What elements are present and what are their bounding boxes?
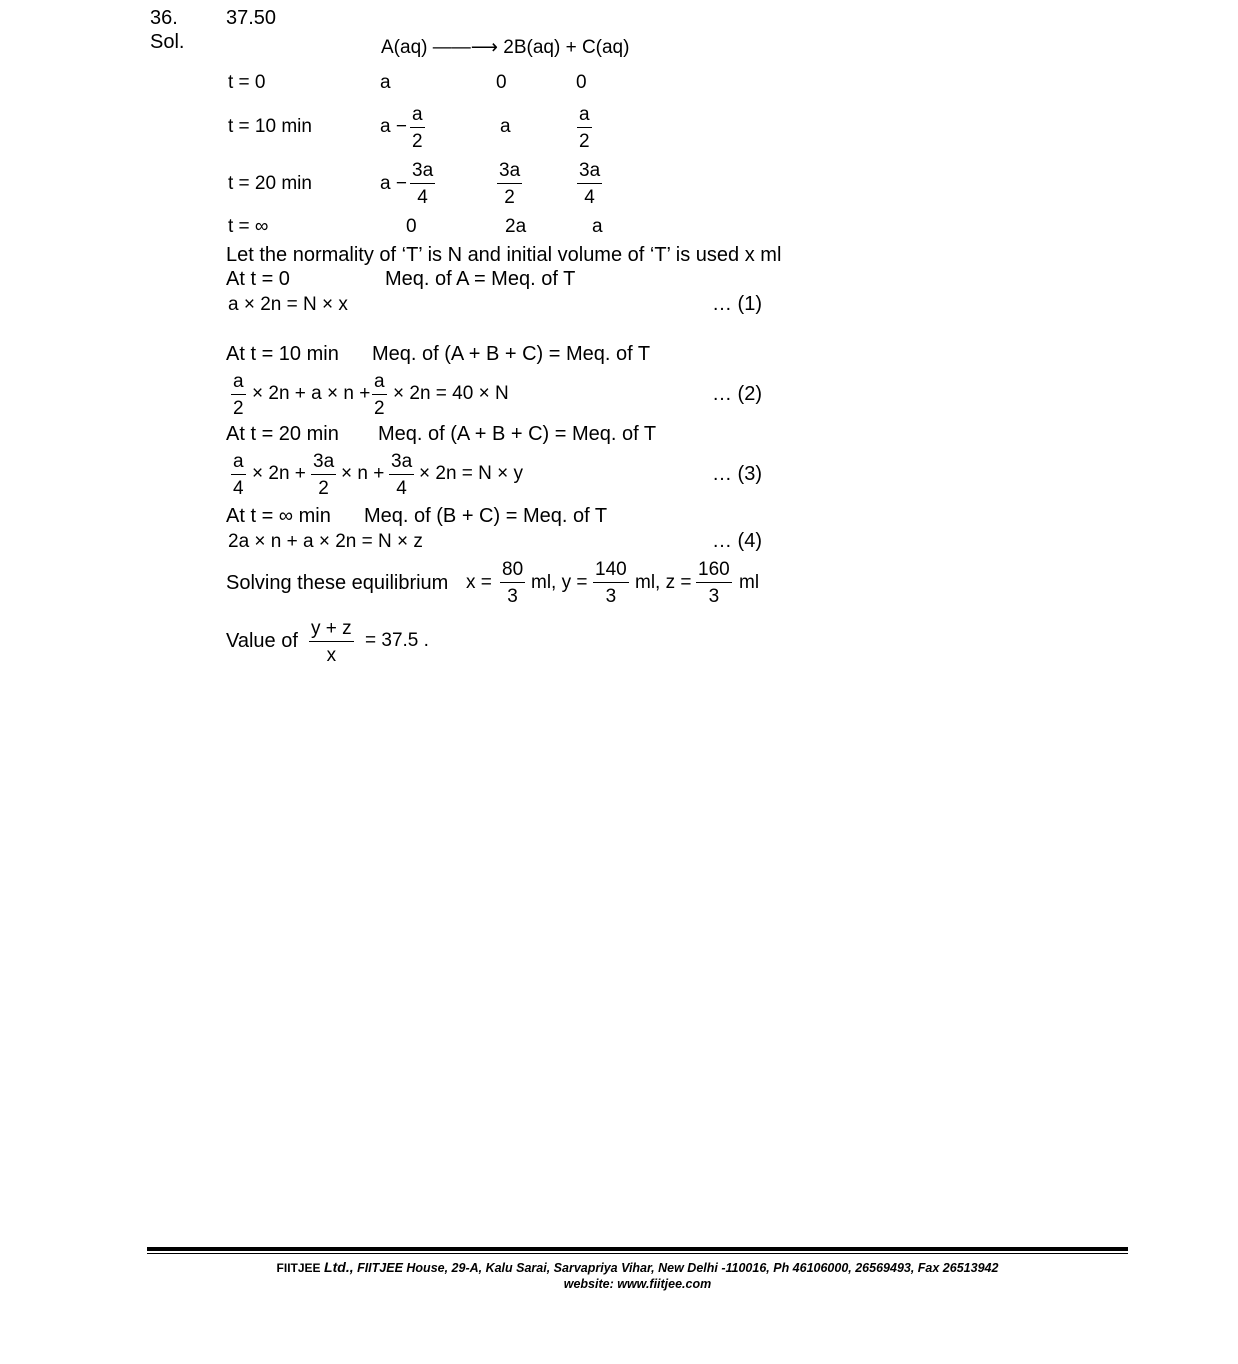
solution-x-numerator: 80: [500, 560, 525, 583]
row1-a-numerator: a: [410, 105, 425, 128]
footer-ltd: Ltd.,: [324, 1259, 354, 1275]
normality-statement: Let the normality of ‘T’ is N and initial volume of ‘T’ is used x ml: [226, 244, 782, 266]
solution-unit: ml: [739, 572, 760, 593]
eq3-fraction-3: [389, 452, 414, 498]
row2-c-denominator: 4: [584, 187, 595, 208]
footer-website: website: www.fiitjee.com: [563, 1276, 712, 1291]
eq2-end: × 2n = 40 × N: [393, 383, 509, 404]
at-t0-label: At t = 0: [226, 268, 290, 290]
solving-text: Solving these equilibrium: [226, 572, 449, 594]
row2-c-numerator: 3a: [577, 161, 602, 184]
equation-1: a × 2n = N × x: [228, 294, 348, 315]
footer-rule-thick: [147, 1247, 1128, 1251]
equation-2-tag: … (2): [712, 383, 762, 405]
solution-y-numerator: 140: [593, 560, 629, 583]
value-denominator: x: [326, 645, 337, 666]
value-fraction: [309, 619, 354, 665]
row2-a-numerator: 3a: [410, 161, 435, 184]
footer: [147, 1259, 1128, 1292]
eq3-f2-numerator: 3a: [311, 452, 336, 475]
row1-a-fraction: [410, 105, 425, 151]
solution-z-fraction: [696, 560, 732, 606]
row0-time: t = 0: [228, 72, 266, 93]
equation-4: 2a × n + a × 2n = N × z: [228, 531, 423, 552]
row2-b-fraction: [497, 161, 522, 207]
row2-c-fraction: [577, 161, 602, 207]
footer-address-line: [147, 1259, 1128, 1277]
solution-z-denominator: 3: [708, 586, 720, 607]
eq3-f3-numerator: 3a: [389, 452, 414, 475]
row1-c-fraction: [577, 105, 592, 151]
row2-a-denominator: 4: [417, 187, 428, 208]
eq3-term-1: × 2n +: [252, 463, 306, 484]
eq2-f1-numerator: a: [231, 372, 246, 395]
eq3-term-2: × n +: [341, 463, 385, 484]
at-t0-meq: Meq. of A = Meq. of T: [385, 268, 576, 290]
at-t10-meq: Meq. of (A + B + C) = Meq. of T: [372, 343, 651, 365]
eq3-f3-denominator: 4: [396, 478, 407, 499]
row3-c: a: [592, 216, 603, 237]
row2-time: t = 20 min: [228, 173, 312, 194]
row3-b: 2a: [505, 216, 527, 237]
eq2-fraction-2: [372, 372, 387, 418]
row1-b: a: [500, 116, 511, 137]
at-tinf-label: At t = ∞ min: [226, 505, 331, 527]
row2-b-numerator: 3a: [497, 161, 522, 184]
at-t20-label: At t = 20 min: [226, 423, 339, 445]
solution-y-fraction: [593, 560, 629, 606]
solution-label: Sol.: [150, 31, 185, 53]
row1-c-numerator: a: [577, 105, 592, 128]
eq2-f2-denominator: 2: [374, 398, 385, 419]
solution-x-denominator: 3: [507, 586, 518, 607]
solution-y-eq: ml, y =: [531, 572, 588, 593]
row1-a-denominator: 2: [412, 131, 423, 152]
value-of-label: Value of: [226, 630, 298, 652]
row3-time: t = ∞: [228, 216, 269, 237]
question-number: 36.: [150, 7, 178, 29]
eq2-f2-numerator: a: [372, 372, 387, 395]
row2-b-denominator: 2: [504, 187, 515, 208]
eq2-middle: × 2n + a × n +: [252, 383, 371, 404]
row1-c-denominator: 2: [579, 131, 590, 152]
reaction-equation: A(aq) ——⟶ 2B(aq) + C(aq): [381, 37, 630, 58]
equation-4-tag: … (4): [712, 530, 762, 552]
eq3-f2-denominator: 2: [318, 478, 329, 499]
row3-a: 0: [406, 216, 417, 237]
footer-rule-thin: [147, 1253, 1128, 1254]
row0-c: 0: [576, 72, 587, 93]
row1-time: t = 10 min: [228, 116, 312, 137]
solution-z-numerator: 160: [696, 560, 732, 583]
row1-a-prefix: a −: [380, 116, 407, 137]
at-tinf-meq: Meq. of (B + C) = Meq. of T: [364, 505, 608, 527]
equation-1-tag: … (1): [712, 293, 762, 315]
at-t10-label: At t = 10 min: [226, 343, 339, 365]
row0-a: a: [380, 72, 391, 93]
eq3-f1-denominator: 4: [233, 478, 244, 499]
eq2-f1-denominator: 2: [233, 398, 244, 419]
footer-brand: FIITJEE: [276, 1261, 321, 1275]
row2-a-fraction: [410, 161, 435, 207]
value-result: = 37.5 .: [365, 630, 429, 651]
eq2-fraction-1: [231, 372, 246, 418]
eq3-f1-numerator: a: [231, 452, 246, 475]
eq3-end: × 2n = N × y: [419, 463, 524, 484]
solution-x-eq: x =: [466, 572, 492, 593]
row0-b: 0: [496, 72, 507, 93]
solution-y-denominator: 3: [605, 586, 617, 607]
solution-z-eq: ml, z =: [635, 572, 692, 593]
solution-x-fraction: [500, 560, 525, 606]
equation-3-tag: … (3): [712, 463, 762, 485]
row2-a-prefix: a −: [380, 173, 407, 194]
eq3-fraction-2: [311, 452, 336, 498]
footer-address: FIITJEE House, 29-A, Kalu Sarai, Sarvapriya Vihar, New Delhi -110016, Ph 46106000, 26569493, Fax 26513942: [357, 1261, 999, 1275]
eq3-fraction-1: [231, 452, 246, 498]
at-t20-meq: Meq. of (A + B + C) = Meq. of T: [378, 423, 657, 445]
value-numerator: y + z: [309, 619, 354, 642]
answer-value: 37.50: [226, 7, 277, 29]
